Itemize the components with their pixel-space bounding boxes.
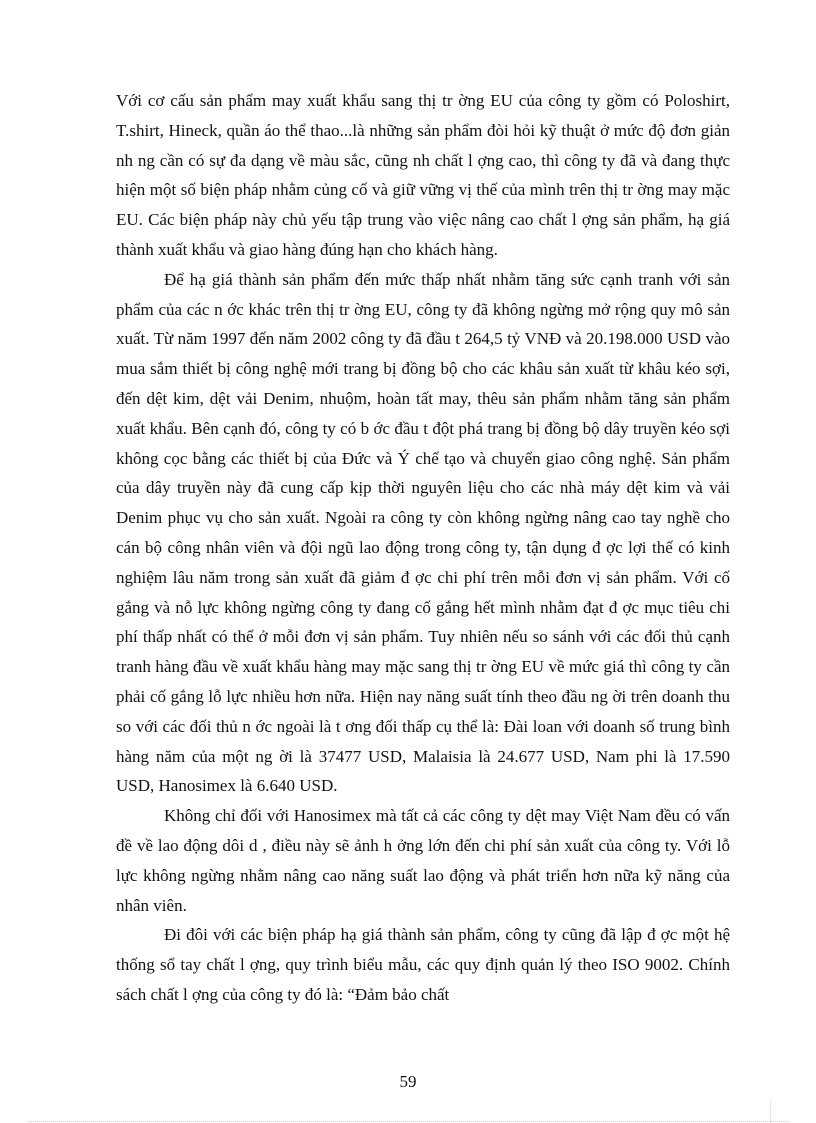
paragraph-labor-surplus: Không chỉ đối với Hanosimex mà tất cả các công ty dệt may Việt Nam đều có vấn đề về lao động dôi d , điều này sẽ ảnh h ởng lớn đến chi phí sản xuất của công ty. Với lỗ lực không ngừng nhằm nâng cao năng suất lao động và phát triển hơn nữa kỹ năng của nhân viên.: [116, 806, 730, 915]
paragraph-quality-policy: Đi đôi với các biện pháp hạ giá thành sản phẩm, công ty cũng đã lập đ ợc một hệ thống sổ tay chất l ợng, quy trình biểu mẫu, các quy định quản lý theo ISO 9002. Chính sách chất l ợng của công ty đó là: “Đảm bảo chất: [116, 925, 730, 1004]
footer-dotted-rule: [28, 1121, 788, 1122]
side-dotted-rule: [770, 1100, 771, 1123]
document-body: [116, 86, 730, 1010]
paragraph-cost-reduction: Để hạ giá thành sản phẩm đến mức thấp nhất nhằm tăng sức cạnh tranh với sản phẩm của các n ớc khác trên thị tr ờng EU, công ty đã không ngừng mở rộng quy mô sản xuất. Từ năm 1997 đến năm 2002 công ty đã đầu t 264,5 tỷ VNĐ và 20.198.000 USD vào mua sắm thiết bị công nghệ mới trang bị đồng bộ cho các khâu sản xuất từ khâu kéo sợi, đến dệt kim, dệt vải Denim, nhuộm, hoàn tất may, thêu sản phẩm nhằm tăng sản phẩm xuất khẩu. Bên cạnh đó, công ty có b ớc đầu t đột phá trang bị đồng bộ dây truyền kéo sợi không cọc bằng các thiết bị của Đức và Ý chế tạo và chuyển giao công nghệ. Sản phẩm của dây truyền này đã cung cấp kịp thời nguyên liệu cho các nhà máy dệt kim và vải Denim phục vụ cho sản xuất. Ngoài ra công ty còn không ngừng nâng cao tay nghề cho cán bộ công nhân viên và đội ngũ lao động trong công ty, tận dụng đ ợc lợi thế có kinh nghiệm lâu năm trong sản xuất đã giảm đ ợc chi phí trên mỗi đơn vị sản phẩm. Với cố gắng và nỗ lực không ngừng công ty đang cố gắng hết mình nhằm đạt đ ợc mục tiêu chi phí thấp nhất có thể ở mỗi đơn vị sản phẩm. Tuy nhiên nếu so sánh với các đối thủ cạnh tranh hàng đầu về xuất khẩu hàng may mặc sang thị tr ờng EU về mức giá thì công ty cần phải cố gắng lỗ lực nhiều hơn nữa. Hiện nay năng suất tính theo đầu ng ời trên doanh thu so với các đối thủ n ớc ngoài là t ơng đối thấp cụ thể là: Đài loan với doanh số trung bình hàng năm của một ng ời là 37477 USD, Malaisia là 24.677 USD, Nam phi là 17.590 USD, Hanosimex là 6.640 USD.: [116, 269, 730, 796]
page-number: 59: [399, 1072, 417, 1091]
paragraph-product-structure: Với cơ cấu sản phẩm may xuất khẩu sang thị tr ờng EU của công ty gồm có Poloshirt, T.shirt, Hineck, quần áo thể thao...là những sản phẩm đòi hỏi kỹ thuật ở mức độ đơn giản nh ng cần có sự đa dạng về màu sắc, cũng nh chất l ợng cao, thì công ty đã và đang thực hiện một số biện pháp nhằm củng cố và giữ vững vị thế của mình trên thị tr ờng may mặc EU. Các biện pháp này chủ yếu tập trung vào việc nâng cao chất l ợng sản phẩm, hạ giá thành xuất khẩu và giao hàng đúng hạn cho khách hàng.: [116, 91, 730, 259]
